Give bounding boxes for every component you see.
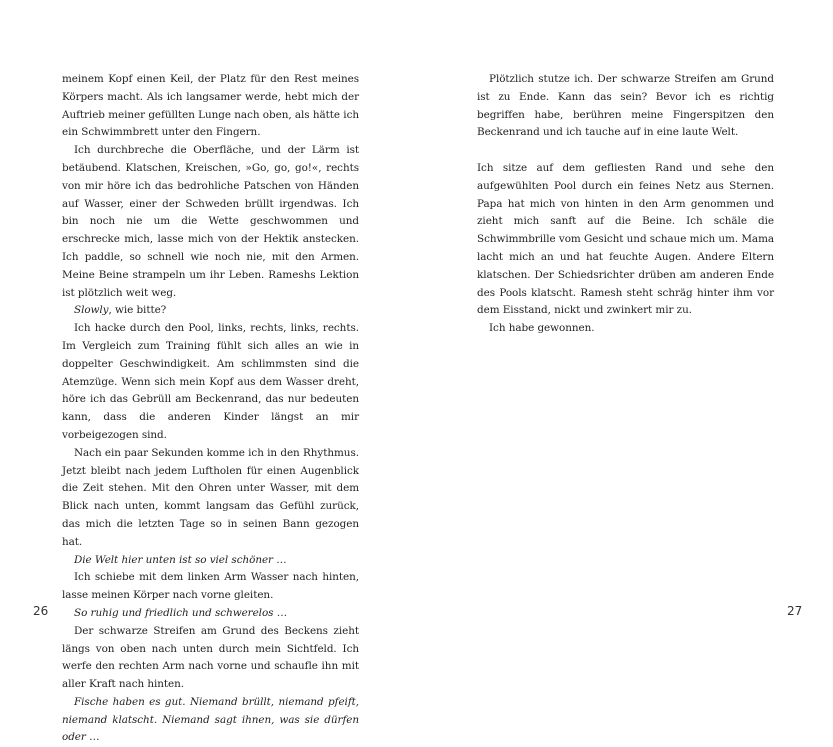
right-page — [416, 0, 833, 648]
italic-thought: Fische haben es gut. Niemand brüllt, niemand pfeift, niemand klatscht. Niemand sagt ihnen, was sie dürfen oder … — [62, 695, 359, 744]
paragraph: Ich hacke durch den Pool, links, rechts, links, rechts. Im Vergleich zum Training fühlt sich alles an wie in doppelter Geschwindigkeit. Am schlimmsten sind die Atemzüge. Wenn sich mein Kopf aus dem Wasser dreht, höre ich das Gebrüll am Beckenrand, das nur bedeuten kann, dass die anderen Kinder längst an mir vorbeigezogen sind. — [62, 322, 359, 441]
left-page — [0, 0, 416, 744]
paragraph: meinem Kopf einen Keil, der Platz für den Rest meines Körpers macht. Als ich langsamer werde, hebt mich der Auftrieb meiner gefüllten Lunge nach oben, als hätte ich ein Schwimmbrett unter den Fingern. — [62, 73, 359, 139]
italic-thought: So ruhig und friedlich und schwerelos … — [74, 606, 288, 619]
paragraph — [62, 302, 359, 320]
left-page-text — [62, 71, 359, 747]
paragraph: Ich durchbreche die Oberfläche, und der Lärm ist betäubend. Klatschen, Kreischen, »Go, go, go!«, rechts von mir höre ich das bedrohliche Patschen von Händen auf Wasser, einer der Schweden brüllt irgendwas. Ich bin noch nie um die Wette geschwommen und erschrecke mich, lasse mich von der Hektik anstecken. Ich paddle, so schnell wie noch nie, mit den Armen. Meine Beine strampeln um ihr Leben. Rameshs Lektion ist plötzlich weit weg. — [62, 144, 359, 299]
right-page-text — [477, 71, 774, 338]
paragraph: Plötzlich stutze ich. Der schwarze Streifen am Grund ist zu Ende. Kann das sein? Bevor ich es richtig begriffen habe, berühren meine Fingerspitzen den Beckenrand und ich tauche auf in eine laute Welt. — [477, 73, 774, 139]
page-number-right: 27 — [787, 604, 803, 618]
italic-thought: Die Welt hier unten ist so viel schöner … — [74, 553, 287, 566]
paragraph: Ich sitze auf dem gefliesten Rand und sehe den aufgewühlten Pool durch ein feines Netz aus Sternen. Papa hat mich von hinten in den Arm genommen und zieht mich sanft auf die Beine. Ich schäle die Schwimmbrille vom Gesicht und schaue mich um. Mama lacht mich an und hat feuchte Augen. Andere Eltern klatschen. Der Schiedsrichter drüben am anderen Ende des Pools klatscht. Ramesh steht schräg hinter ihm vor dem Eisstand, nickt und zwinkert mir zu. — [477, 161, 775, 317]
italic-word: Slowly — [74, 304, 109, 317]
paragraph: Nach ein paar Sekunden komme ich in den Rhythmus. Jetzt bleibt nach jedem Luftholen für einen Augenblick die Zeit stehen. Mit den Ohren unter Wasser, mit dem Blick nach unten, kommt langsam das Gefühl zurück, das mich die letzten Tage so in seinen Bann gezogen hat. — [62, 446, 359, 548]
page-number-left: 26 — [33, 604, 49, 618]
paragraph: Ich schiebe mit dem linken Arm Wasser nach hinten, lasse meinen Körper nach vorne gleiten. — [62, 571, 359, 602]
paragraph-rest: , wie bitte? — [108, 304, 167, 317]
paragraph: Ich habe gewonnen. — [489, 322, 595, 335]
paragraph: Der schwarze Streifen am Grund des Beckens zieht längs von oben nach unten durch mein Sichtfeld. Ich werfe den rechten Arm nach vorne und schaufle ihn mit aller Kraft nach hinten. — [62, 624, 359, 691]
